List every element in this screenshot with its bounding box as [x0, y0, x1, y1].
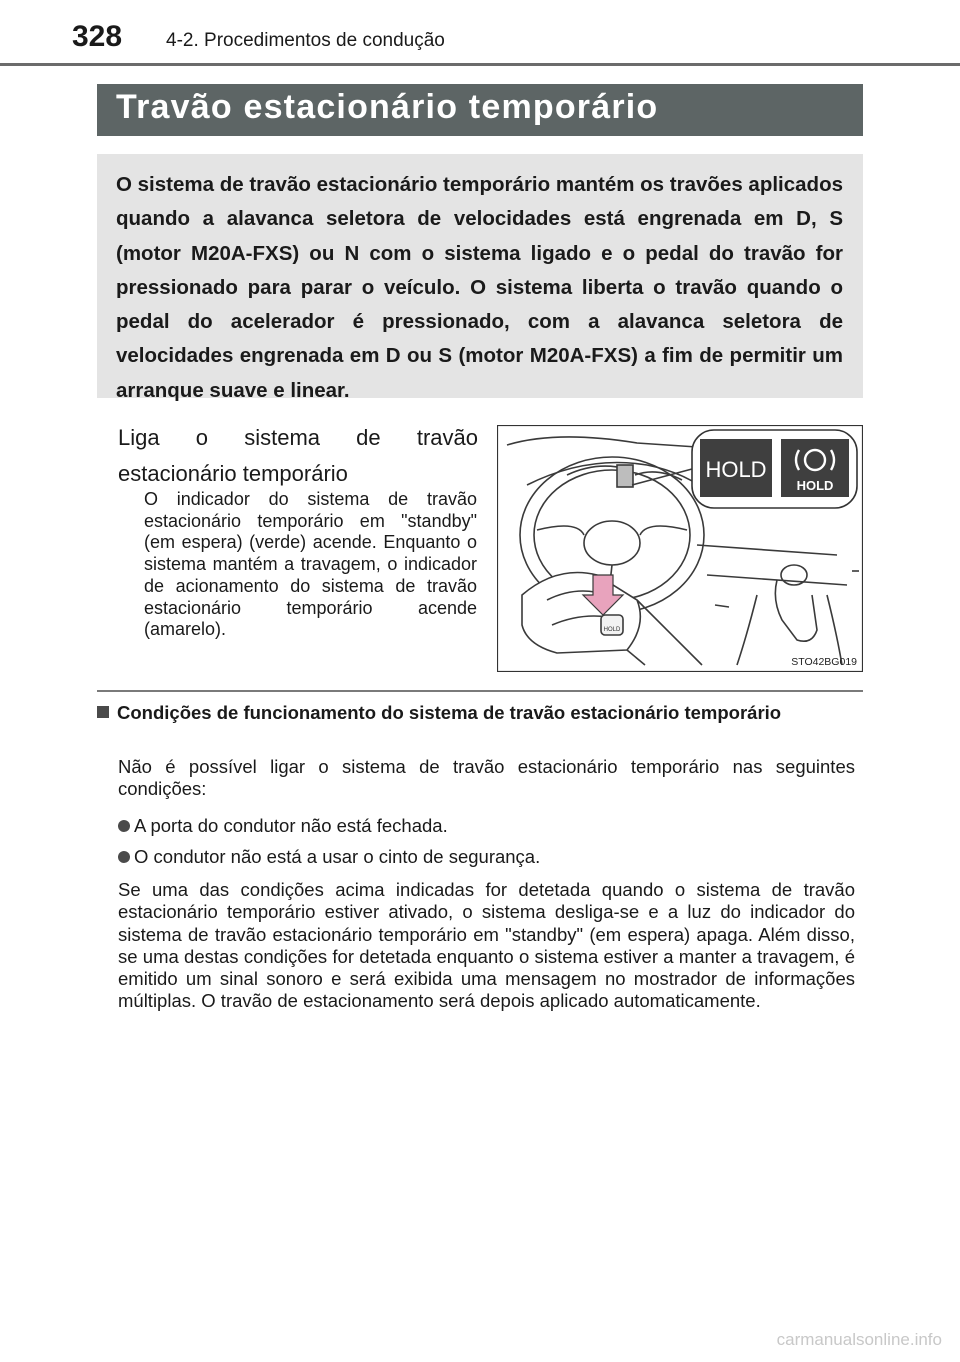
hold-indicator-text: HOLD [705, 457, 767, 482]
section-title: 4-2. Procedimentos de condução [166, 30, 445, 51]
figure-code: STO42BG019 [791, 656, 857, 668]
step-title: Liga o sistema de travão estacionário temporário [118, 425, 478, 486]
hold-switch-label: HOLD [603, 627, 621, 633]
square-bullet-icon [97, 706, 109, 718]
divider [97, 690, 863, 692]
circle-bullet-icon [118, 820, 130, 832]
conditions-intro: Não é possível ligar o sistema de travão estacionário temporário nas seguintes condições: [118, 756, 855, 800]
condition-bullet [118, 815, 448, 837]
step-description: O indicador do sistema de travão estacionário temporário em "standby" (em espera) (verde) acende. Enquanto o sistema mantém a travagem, o indicador de acionamento do sistema de travão estacionário temporário acende (amarelo). [144, 489, 477, 640]
page-number: 328 [72, 20, 123, 53]
condition-text: O condutor não está a usar o cinto de segurança. [134, 846, 541, 867]
hold-indicator-text-2: HOLD [796, 478, 834, 493]
conditions-heading [97, 702, 863, 724]
page-title: Travão estacionário temporário [97, 84, 863, 136]
circle-bullet-icon [118, 851, 130, 863]
watermark: carmanualsonline.info [776, 1330, 942, 1349]
condition-bullet [118, 846, 540, 868]
condition-text: A porta do condutor não está fechada. [134, 815, 448, 836]
hold-switch-illustration [497, 425, 863, 672]
header-rule [0, 63, 960, 66]
conditions-heading-text: Condições de funcionamento do sistema de travão estacionário temporário [117, 702, 782, 723]
conditions-note: Se uma das condições acima indicadas for detetada quando o sistema de travão estacionário temporário estiver ativado, o sistema desliga-se e a luz do indicador do sistema de travão estacionário temporário em "standby" (em espera) apaga. Além disso, se uma destas condições for detetada enquanto o sistema estiver a manter a travagem, é emitido um sinal sonoro e será exibida uma mensagem no mostrador de informações múltiplas. O travão de estacionamento será depois aplicado automaticamente. [118, 879, 855, 1012]
intro-box: O sistema de travão estacionário temporário mantém os travões aplicados quando a alavanca seletora de velocidades está engrenada em D, S (motor M20A-FXS) ou N com o sistema ligado e o pedal do travão for pressionado para parar o veículo. O sistema liberta o travão quando o pedal do acelerador é pressionado, com a alavanca seletora de velocidades engrenada em D ou S (motor M20A-FXS) a fim de permitir um arranque suave e linear. [97, 154, 863, 398]
